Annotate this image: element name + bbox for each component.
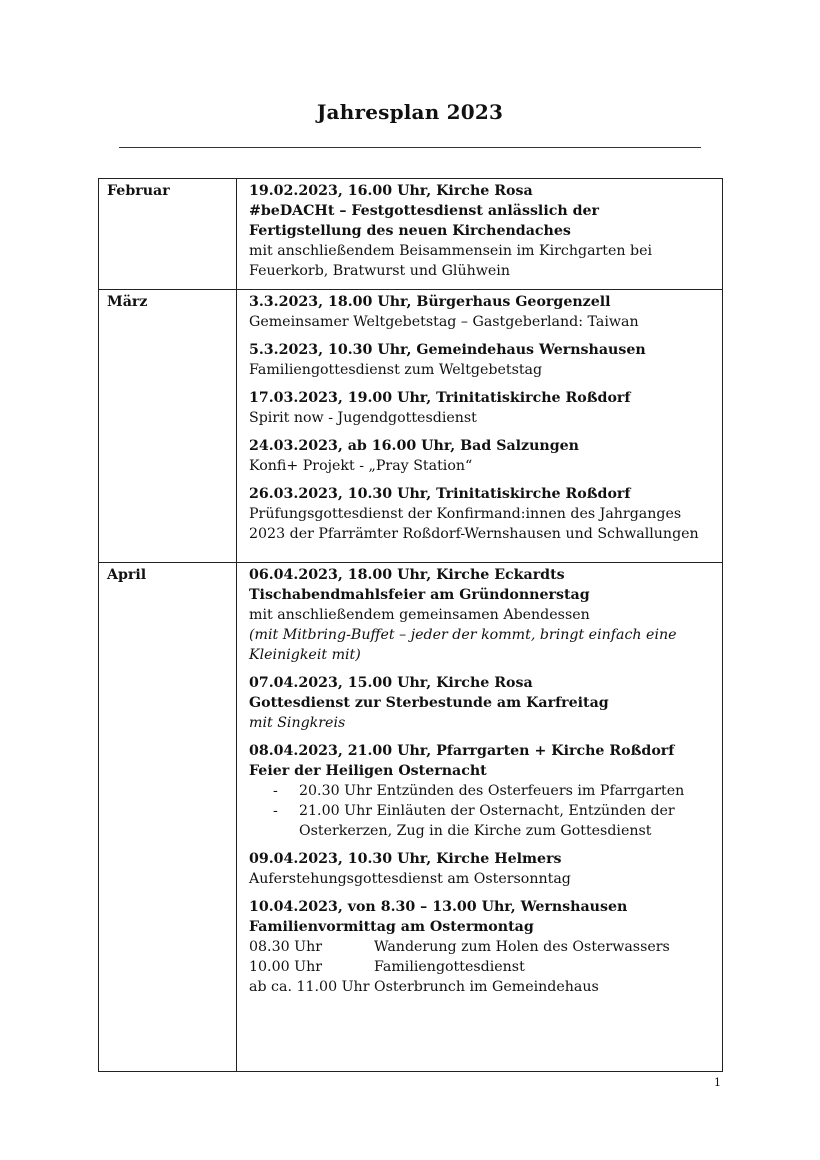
event-entry: [249, 673, 716, 733]
month-row: [99, 290, 723, 563]
event-heading: 09.04.2023, 10.30 Uhr, Kirche Helmers: [249, 851, 562, 867]
event-text: Prüfungsgottesdienst der Konfirmand:innen des Jahrganges 2023 der Pfarrämter Roßdorf-Wernshausen und Schwallungen: [249, 506, 699, 542]
schedule-time: ab ca. 11.00 Uhr: [249, 979, 370, 995]
month-events: [237, 179, 723, 290]
schedule-description: Familiengottesdienst: [374, 959, 525, 975]
event-heading: 10.04.2023, von 8.30 – 13.00 Uhr, Wernshausen: [249, 899, 628, 915]
event-entry: [249, 897, 716, 997]
event-title: Feier der Heiligen Osternacht: [249, 763, 487, 779]
event-entry: [249, 388, 716, 428]
event-bullet-item: - 20.30 Uhr Entzünden des Osterfeuers im Pfarrgarten: [273, 781, 716, 801]
schedule-time: 08.30 Uhr: [249, 939, 323, 955]
event-entry: [249, 849, 716, 889]
schedule-time: 10.00 Uhr: [249, 959, 323, 975]
plan-table-body: [99, 179, 723, 1072]
event-text: Auferstehungsgottesdienst am Ostersonntag: [249, 871, 571, 887]
month-name: April: [99, 563, 237, 1072]
event-heading: 5.3.2023, 10.30 Uhr, Gemeindehaus Wernshausen: [249, 342, 646, 358]
event-entry: [249, 436, 716, 476]
event-title: #beDACHt – Festgottesdienst anlässlich der Fertigstellung des neuen Kirchendaches: [249, 203, 600, 239]
event-heading: 3.3.2023, 18.00 Uhr, Bürgerhaus Georgenzell: [249, 294, 611, 310]
schedule-description: Osterbrunch im Gemeindehaus: [374, 979, 599, 995]
event-entry: [249, 484, 716, 544]
annual-plan-table: [98, 178, 723, 1072]
event-entry: [249, 565, 716, 665]
month-events: [237, 290, 723, 563]
event-text: Familiengottesdienst zum Weltgebetstag: [249, 362, 543, 378]
event-bullet-list: [249, 781, 716, 841]
event-heading: 19.02.2023, 16.00 Uhr, Kirche Rosa: [249, 183, 533, 199]
event-schedule: [249, 937, 716, 997]
event-text: mit anschließendem Beisammensein im Kirchgarten bei Feuerkorb, Bratwurst und Glühwein: [249, 243, 653, 279]
event-text: mit Singkreis: [249, 715, 346, 731]
event-title: Gottesdienst zur Sterbestunde am Karfreitag: [249, 695, 609, 711]
event-bullet-item: - 21.00 Uhr Einläuten der Osternacht, Entzünden der Osterkerzen, Zug in die Kirche zum Gottesdienst: [273, 801, 716, 841]
document-title: Jahresplan 2023: [316, 100, 504, 124]
schedule-description: Wanderung zum Holen des Osterwassers: [374, 939, 670, 955]
event-heading: 07.04.2023, 15.00 Uhr, Kirche Rosa: [249, 675, 533, 691]
month-row: [99, 563, 723, 1072]
page-number: 1: [714, 1076, 721, 1089]
event-text: Gemeinsamer Weltgebetstag – Gastgeberland: Taiwan: [249, 314, 639, 330]
event-heading: 06.04.2023, 18.00 Uhr, Kirche Eckardts: [249, 567, 565, 583]
event-entry: [249, 340, 716, 380]
event-heading: 24.03.2023, ab 16.00 Uhr, Bad Salzungen: [249, 438, 579, 454]
event-heading: 26.03.2023, 10.30 Uhr, Trinitatiskirche Roßdorf: [249, 486, 631, 502]
month-name: Februar: [99, 179, 237, 290]
title-underline: [119, 147, 701, 148]
event-text: (mit Mitbring-Buffet – jeder der kommt, bringt einfach eine Kleinigkeit mit): [249, 627, 677, 663]
event-text: Spirit now - Jugendgottesdienst: [249, 410, 477, 426]
event-entry: [249, 741, 716, 841]
event-heading: 17.03.2023, 19.00 Uhr, Trinitatiskirche Roßdorf: [249, 390, 631, 406]
month-row: [99, 179, 723, 290]
month-name: März: [99, 290, 237, 563]
event-entry: [249, 292, 716, 332]
event-heading: 08.04.2023, 21.00 Uhr, Pfarrgarten + Kirche Roßdorf: [249, 743, 675, 759]
event-entry: [249, 181, 716, 281]
event-title: Familienvormittag am Ostermontag: [249, 919, 534, 935]
month-events: [237, 563, 723, 1072]
event-text: Konfi+ Projekt - „Pray Station“: [249, 458, 473, 474]
event-text: mit anschließendem gemeinsamen Abendessen: [249, 607, 590, 623]
event-title: Tischabendmahlsfeier am Gründonnerstag: [249, 587, 590, 603]
